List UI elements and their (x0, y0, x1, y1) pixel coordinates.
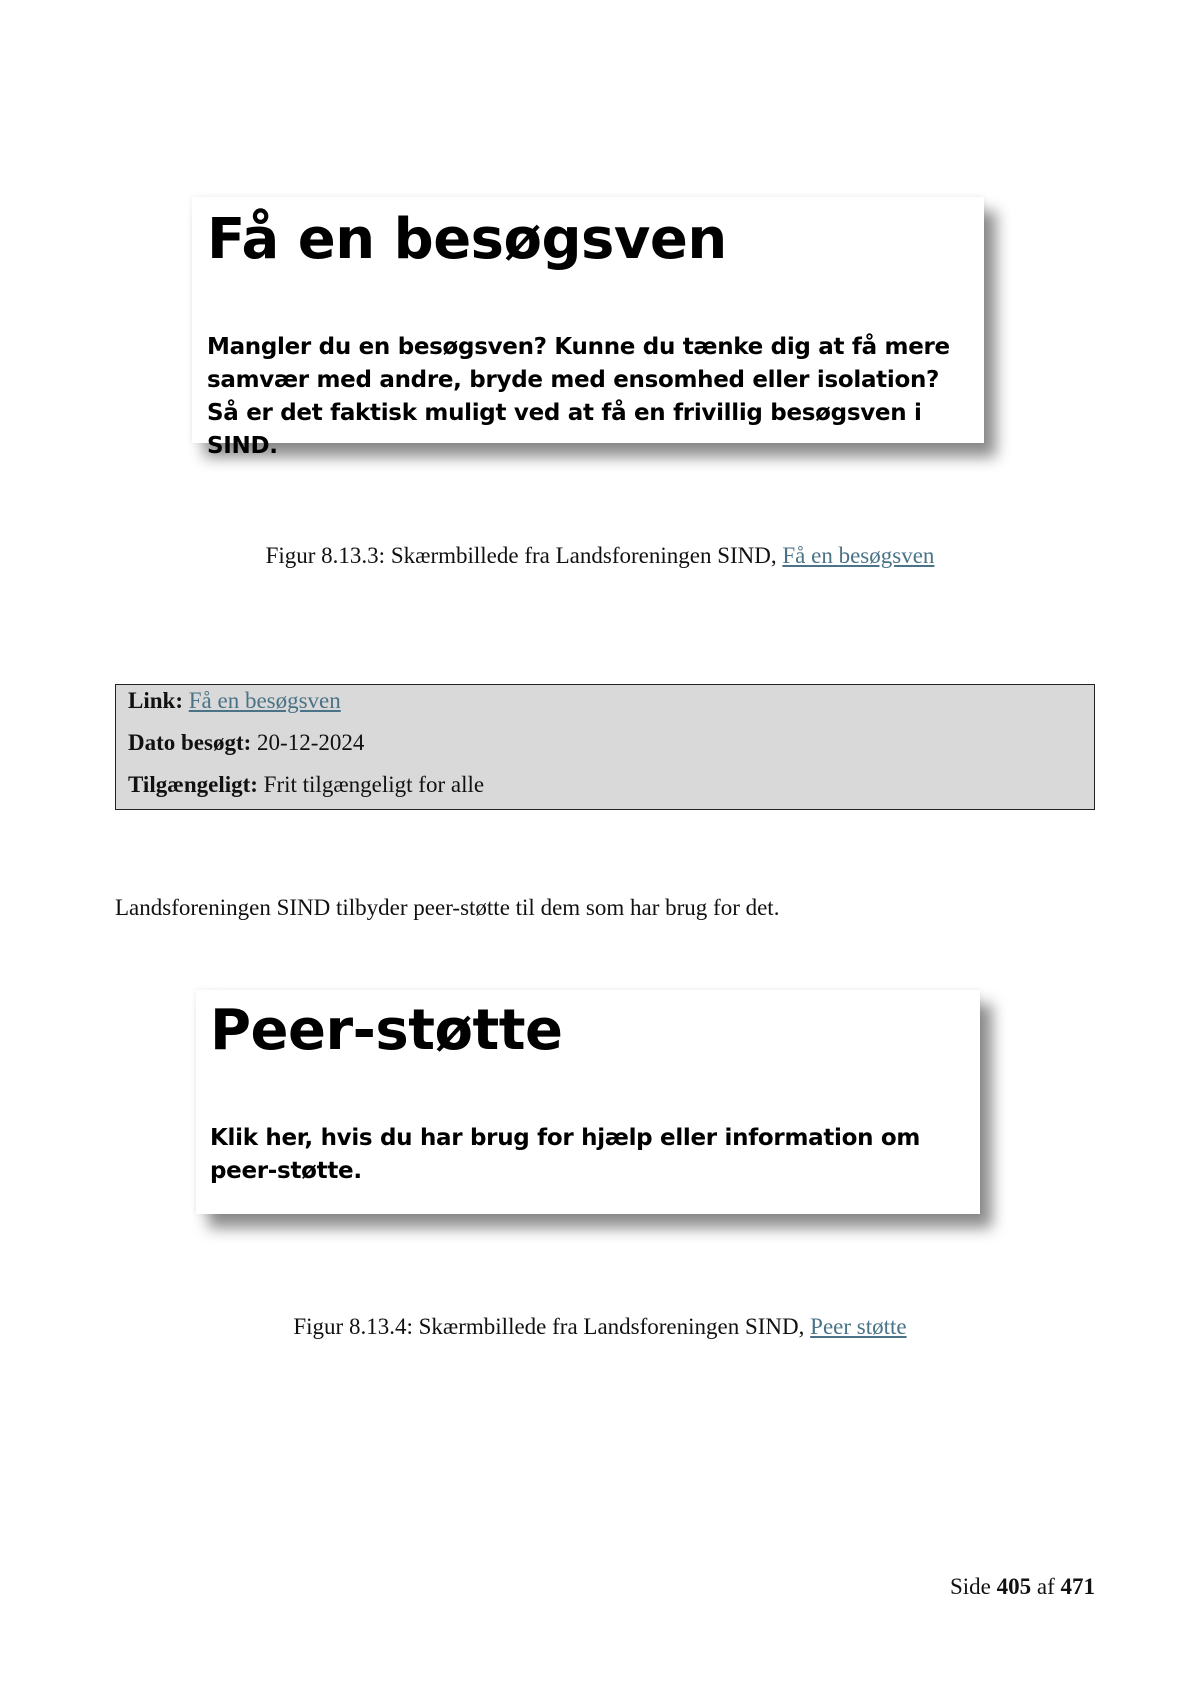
page-number (950, 1572, 1095, 1602)
caption-link[interactable]: Peer støtte (810, 1314, 907, 1339)
info-row-access (128, 770, 484, 800)
figure-caption (0, 541, 1200, 571)
info-value: Frit tilgængeligt for alle (263, 772, 485, 797)
source-info-box (115, 684, 1095, 810)
screenshot-figure-peer-stoette (196, 990, 980, 1214)
figure-intro-text: Mangler du en besøgsven? Kunne du tænke dig at få mere samvær med andre, bryde med ensomhed eller isolation? Så er det faktisk muligt ved at få en frivillig besøgsven i SIND. (207, 334, 950, 459)
caption-text: Figur 8.13.3: Skærmbillede fra Landsforeningen SIND, (265, 543, 783, 568)
page-label: Side (949, 1574, 991, 1599)
info-label: Link: (128, 688, 183, 713)
figure-title: Få en besøgsven (207, 207, 727, 272)
info-link[interactable]: Få en besøgsven (188, 688, 341, 713)
body-paragraph: Landsforeningen SIND tilbyder peer-støtte til dem som har brug for det. (115, 895, 780, 920)
info-value: 20-12-2024 (257, 730, 365, 755)
caption-text: Figur 8.13.4: Skærmbillede fra Landsforeningen SIND, (293, 1314, 811, 1339)
info-label: Tilgængeligt: (128, 772, 258, 797)
caption-link[interactable]: Få en besøgsven (782, 543, 935, 568)
info-row-date (128, 728, 364, 758)
total-pages: 471 (1060, 1574, 1095, 1599)
info-label: Dato besøgt: (128, 730, 252, 755)
figure-title: Peer-støtte (210, 998, 563, 1063)
info-row-link (128, 686, 341, 716)
screenshot-figure-besoegsven (192, 197, 984, 459)
page-of-label: af (1036, 1574, 1055, 1599)
figure-intro-text: Klik her, hvis du har brug for hjælp eller information om peer-støtte. (210, 1125, 921, 1184)
figure-caption (0, 1312, 1200, 1342)
current-page: 405 (996, 1574, 1032, 1599)
